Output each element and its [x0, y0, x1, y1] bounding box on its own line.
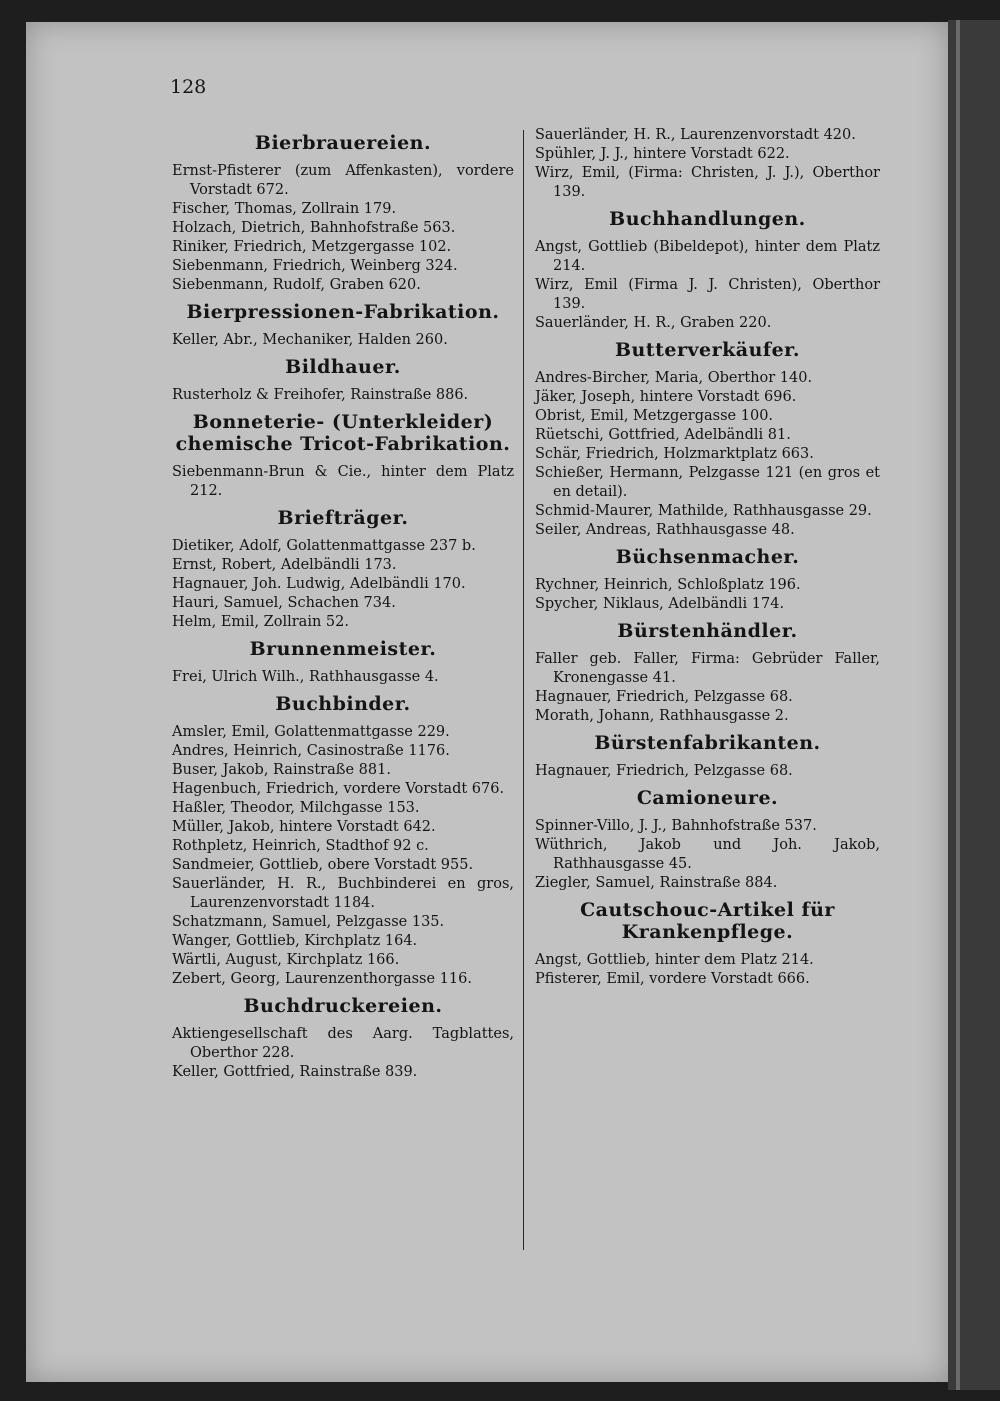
directory-entry: Wärtli, August, Kirchplatz 166. — [172, 952, 400, 968]
directory-entry: Ziegler, Samuel, Rainstraße 884. — [535, 875, 778, 891]
directory-entry: Riniker, Friedrich, Metzgergasse 102. — [172, 239, 452, 255]
directory-entry: Keller, Abr., Mechaniker, Halden 260. — [172, 332, 448, 348]
directory-entry: Zebert, Georg, Laurenzenthorgasse 116. — [172, 971, 472, 987]
directory-section — [172, 356, 514, 405]
directory-entry: Ernst-Pfisterer (zum Affenkasten), vordere Vorstadt 672. — [172, 163, 514, 198]
section-heading: Bildhauer. — [285, 356, 401, 378]
left-column — [172, 126, 514, 1086]
directory-entry: Hagnauer, Friedrich, Pelzgasse 68. — [535, 689, 793, 705]
directory-section — [535, 732, 880, 781]
directory-entry: Holzach, Dietrich, Bahnhofstraße 563. — [172, 220, 456, 236]
directory-entry: Siebenmann-Brun & Cie., hinter dem Platz 212. — [172, 464, 514, 499]
directory-section — [535, 546, 880, 614]
directory-entry: Dietiker, Adolf, Golattenmattgasse 237 b. — [172, 538, 476, 554]
directory-section — [172, 132, 514, 295]
section-heading: Büchsenmacher. — [615, 546, 800, 568]
directory-entry: Schär, Friedrich, Holzmarktplatz 663. — [535, 446, 814, 462]
directory-entry: Helm, Emil, Zollrain 52. — [172, 614, 349, 630]
directory-entry: Fischer, Thomas, Zollrain 179. — [172, 201, 397, 217]
directory-entry: Wirz, Emil, (Firma: Christen, J. J.), Oberthor 139. — [535, 165, 880, 200]
section-heading: Briefträger. — [277, 507, 409, 529]
section-heading: Buchdruckereien. — [243, 995, 443, 1017]
directory-entry: Ernst, Robert, Adelbändli 173. — [172, 557, 397, 573]
directory-section — [172, 995, 514, 1082]
directory-entry: Pfisterer, Emil, vordere Vorstadt 666. — [535, 971, 810, 987]
section-heading: Bürstenfabrikanten. — [594, 732, 821, 754]
directory-entry: Rothpletz, Heinrich, Stadthof 92 c. — [172, 838, 429, 854]
directory-entry: Morath, Johann, Rathhausgasse 2. — [535, 708, 789, 724]
section-heading: Buchbinder. — [275, 693, 411, 715]
section-heading: Bierpressionen-Fabrikation. — [186, 301, 500, 323]
directory-entry: Schmid-Maurer, Mathilde, Rathhausgasse 29. — [535, 503, 872, 519]
directory-entry: Wüthrich, Jakob und Joh. Jakob, Rathhausgasse 45. — [535, 837, 880, 872]
directory-entry: Rychner, Heinrich, Schloßplatz 196. — [535, 577, 801, 593]
directory-section — [535, 620, 880, 726]
section-heading: Bierbrauereien. — [254, 132, 432, 154]
directory-entry: Wanger, Gottlieb, Kirchplatz 164. — [172, 933, 418, 949]
section-heading: Bürstenhändler. — [617, 620, 798, 642]
directory-entry: Spycher, Niklaus, Adelbändli 174. — [535, 596, 785, 612]
directory-entry: Hagnauer, Friedrich, Pelzgasse 68. — [535, 763, 793, 779]
spine-stripe — [956, 20, 960, 1390]
section-heading: Cautschouc-Artikel für Krankenpflege. — [580, 899, 835, 943]
section-heading: Butterverkäufer. — [614, 339, 801, 361]
directory-entry: Hagnauer, Joh. Ludwig, Adelbändli 170. — [172, 576, 466, 592]
directory-entry: Spinner-Villo, J. J., Bahnhofstraße 537. — [535, 818, 817, 834]
directory-entry: Andres-Bircher, Maria, Oberthor 140. — [535, 370, 813, 386]
directory-section — [535, 339, 880, 540]
directory-entry: Jäker, Joseph, hintere Vorstadt 696. — [535, 389, 797, 405]
directory-entry: Sauerländer, H. R., Graben 220. — [535, 315, 772, 331]
directory-entry: Sandmeier, Gottlieb, obere Vorstadt 955. — [172, 857, 474, 873]
directory-entry: Angst, Gottlieb (Bibeldepot), hinter dem Platz 214. — [535, 239, 880, 274]
directory-entry: Rusterholz & Freihofer, Rainstraße 886. — [172, 387, 469, 403]
directory-section — [172, 301, 514, 350]
directory-entry: Seiler, Andreas, Rathhausgasse 48. — [535, 522, 795, 538]
directory-entry: Andres, Heinrich, Casinostraße 1176. — [172, 743, 450, 759]
directory-entry: Rüetschi, Gottfried, Adelbändli 81. — [535, 427, 791, 443]
directory-section — [535, 899, 880, 989]
directory-entry: Amsler, Emil, Golattenmattgasse 229. — [172, 724, 450, 740]
directory-entry: Sauerländer, H. R., Laurenzenvorstadt 420. — [535, 127, 856, 143]
directory-entry: Spühler, J. J., hintere Vorstadt 622. — [535, 146, 790, 162]
book-spine-edge — [948, 20, 1000, 1390]
directory-entry: Obrist, Emil, Metzgergasse 100. — [535, 408, 774, 424]
directory-entry: Faller geb. Faller, Firma: Gebrüder Faller, Kronengasse 41. — [535, 651, 880, 686]
directory-entry: Wirz, Emil (Firma J. J. Christen), Oberthor 139. — [535, 277, 880, 312]
section-heading: Camioneure. — [636, 787, 779, 809]
directory-entry: Aktiengesellschaft des Aarg. Tagblattes, Oberthor 228. — [172, 1026, 514, 1061]
section-heading: Bonneterie- (Unterkleider) chemische Tricot-Fabrikation. — [175, 411, 511, 455]
directory-section — [172, 507, 514, 632]
directory-section — [172, 411, 514, 501]
directory-entry: Hauri, Samuel, Schachen 734. — [172, 595, 396, 611]
directory-section — [535, 787, 880, 893]
directory-entry: Keller, Gottfried, Rainstraße 839. — [172, 1064, 418, 1080]
directory-section — [172, 638, 514, 687]
directory-entry: Hagenbuch, Friedrich, vordere Vorstadt 676. — [172, 781, 505, 797]
directory-entry: Schatzmann, Samuel, Pelzgasse 135. — [172, 914, 445, 930]
right-column — [535, 126, 880, 993]
directory-section — [172, 693, 514, 989]
directory-entry: Sauerländer, H. R., Buchbinderei en gros, Laurenzenvorstadt 1184. — [172, 876, 514, 911]
section-heading: Brunnenmeister. — [249, 638, 437, 660]
directory-entry: Buser, Jakob, Rainstraße 881. — [172, 762, 391, 778]
column-divider — [523, 130, 524, 1250]
directory-entry: Frei, Ulrich Wilh., Rathhausgasse 4. — [172, 669, 439, 685]
directory-entry: Müller, Jakob, hintere Vorstadt 642. — [172, 819, 436, 835]
directory-section — [535, 126, 880, 202]
directory-section — [535, 208, 880, 333]
directory-entry: Siebenmann, Rudolf, Graben 620. — [172, 277, 421, 293]
page-number: 128 — [170, 76, 207, 98]
directory-entry: Siebenmann, Friedrich, Weinberg 324. — [172, 258, 458, 274]
directory-entry: Angst, Gottlieb, hinter dem Platz 214. — [535, 952, 814, 968]
directory-entry: Schießer, Hermann, Pelzgasse 121 (en gros et en detail). — [535, 465, 880, 500]
section-heading: Buchhandlungen. — [609, 208, 806, 230]
directory-entry: Haßler, Theodor, Milchgasse 153. — [172, 800, 420, 816]
